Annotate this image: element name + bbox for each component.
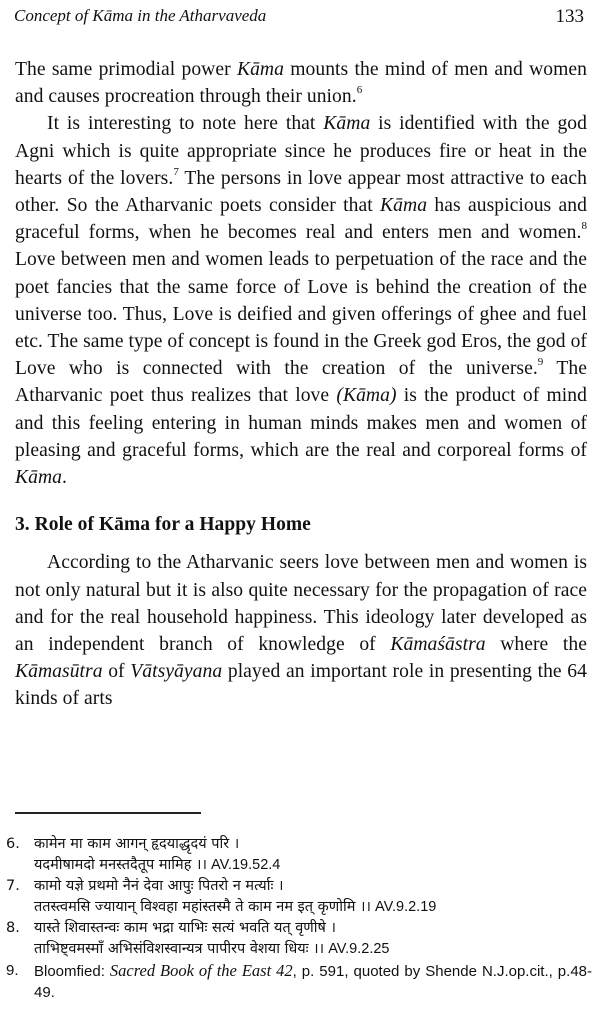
italic-term: Vātsyāyana (130, 661, 223, 683)
text-run: played an important role in presenting the 64 kinds of arts (15, 661, 587, 710)
paragraph-2 (15, 110, 587, 491)
text-run: According to the Atharvanic seers love between men and women is not only natural but it is also quite necessary for the propagation of race and for the real household happiness. This ideology later developed as an independent branch of knowledge of (15, 552, 587, 656)
text-run: is identified with the god Agni which is quite appropriate since he produces fire or heat in the hearts of the lovers. (15, 113, 587, 189)
sanskrit-line: कामो यज्ञे प्रथमो नैनं देवा आपुः पितरो न मर्त्याः । (34, 878, 284, 894)
paragraph-1 (15, 56, 587, 110)
footnote-marker: 7 (173, 165, 179, 178)
italic-title: Sacred Book of the East 42 (109, 961, 293, 980)
section-heading: 3. Role of Kāma for a Happy Home (15, 514, 311, 536)
text-run: of (102, 661, 131, 683)
text-run: . (62, 467, 67, 489)
text-run: Love between men and women leads to perpetuation of the race and the poet fancies that the same force of Love is behind the creation of the universe too. Thus, Love is deified and given offerings of ghee and fuel etc. The same type of concept is found in the Greek god Eros, the god of Love who is connected with the creation of the universe. (15, 249, 587, 380)
footnote-text (34, 876, 592, 918)
page-number: 133 (555, 6, 584, 27)
italic-term: Kāma (15, 467, 63, 489)
text-run: The same primodial power (15, 59, 237, 80)
body-text (15, 56, 587, 713)
sanskrit-line: यास्ते शिवास्तन्वः काम भद्रा याभिः सत्यं भवति यत् वृणीषे । (34, 920, 337, 936)
text-run: The Atharvanic poet thus realizes that love (15, 358, 587, 407)
footnote-marker: 9 (537, 356, 544, 369)
footnote-number: 9. (6, 962, 19, 979)
sanskrit-line (34, 897, 592, 918)
sanskrit-line (34, 855, 592, 876)
text-run: mounts the mind of men and women and causes procreation through their union. (15, 59, 587, 108)
citation-ref: AV.19.52.4 (207, 857, 281, 873)
footnote-marker: 6 (356, 84, 363, 97)
text-run: has auspicious and graceful forms, when he becomes real and enters men and women. (15, 195, 587, 244)
italic-term: Kāmasūtra (15, 661, 103, 683)
sanskrit-line: कामेन मा काम आगन् हृदयाद्धृदयं परि । (34, 836, 240, 852)
footnote-number: 6. (6, 836, 20, 852)
citation-ref: AV.9.2.19 (371, 899, 437, 915)
italic-term: Kāma (323, 113, 371, 135)
sanskrit-line (34, 939, 592, 960)
footnote-6 (6, 834, 592, 876)
italic-term: (Kāma) (336, 385, 397, 407)
text-run: The persons in love appear most attractive to each other. So the Atharvanic poets consider that (15, 167, 587, 217)
sanskrit-text: यदमीषामदो मनस्तदैतूप मामिह ।। (34, 857, 207, 873)
footnote-number: 8. (6, 920, 20, 936)
running-header (14, 6, 584, 28)
text-run: , p. 591, quoted by Shende N.J.op.cit., p.48-49. (34, 963, 592, 1001)
citation-ref: AV.9.2.25 (324, 941, 390, 957)
footnote-divider (15, 812, 201, 814)
italic-term: Kāma (236, 59, 284, 80)
text-run: where the (485, 634, 587, 656)
footnote-marker: 8 (581, 220, 587, 233)
text-run: It is interesting to note here that (47, 113, 324, 135)
footnote-text (34, 918, 592, 960)
footnote-9 (6, 960, 592, 1003)
text-run: is the product of mind and this feeling entering in human minds makes men and women of pleasing and graceful forms, which are the real and corporeal forms of (15, 385, 587, 461)
footnote-number: 7. (6, 878, 20, 894)
footnotes (6, 834, 592, 1003)
sanskrit-text: ताभिष्ट्वमस्माँ अभिसंविशस्वान्यत्र पापीरप वेशया धियः ।। (34, 941, 325, 957)
footnote-text (34, 834, 592, 876)
text-run: Bloomfied: (34, 963, 110, 980)
footnote-7 (6, 876, 592, 918)
footnote-text (34, 960, 592, 1003)
italic-term: Kāma (380, 195, 428, 217)
running-title: Concept of Kāma in the Atharvaveda (14, 6, 267, 25)
footnote-8 (6, 918, 592, 960)
paragraph-3 (15, 549, 587, 712)
sanskrit-text: ततस्त्वमसि ज्यायान् विश्वहा महांस्तस्मै ते काम नम इत् कृणोमि ।। (34, 899, 372, 915)
italic-term: Kāmaśāstra (390, 634, 486, 656)
